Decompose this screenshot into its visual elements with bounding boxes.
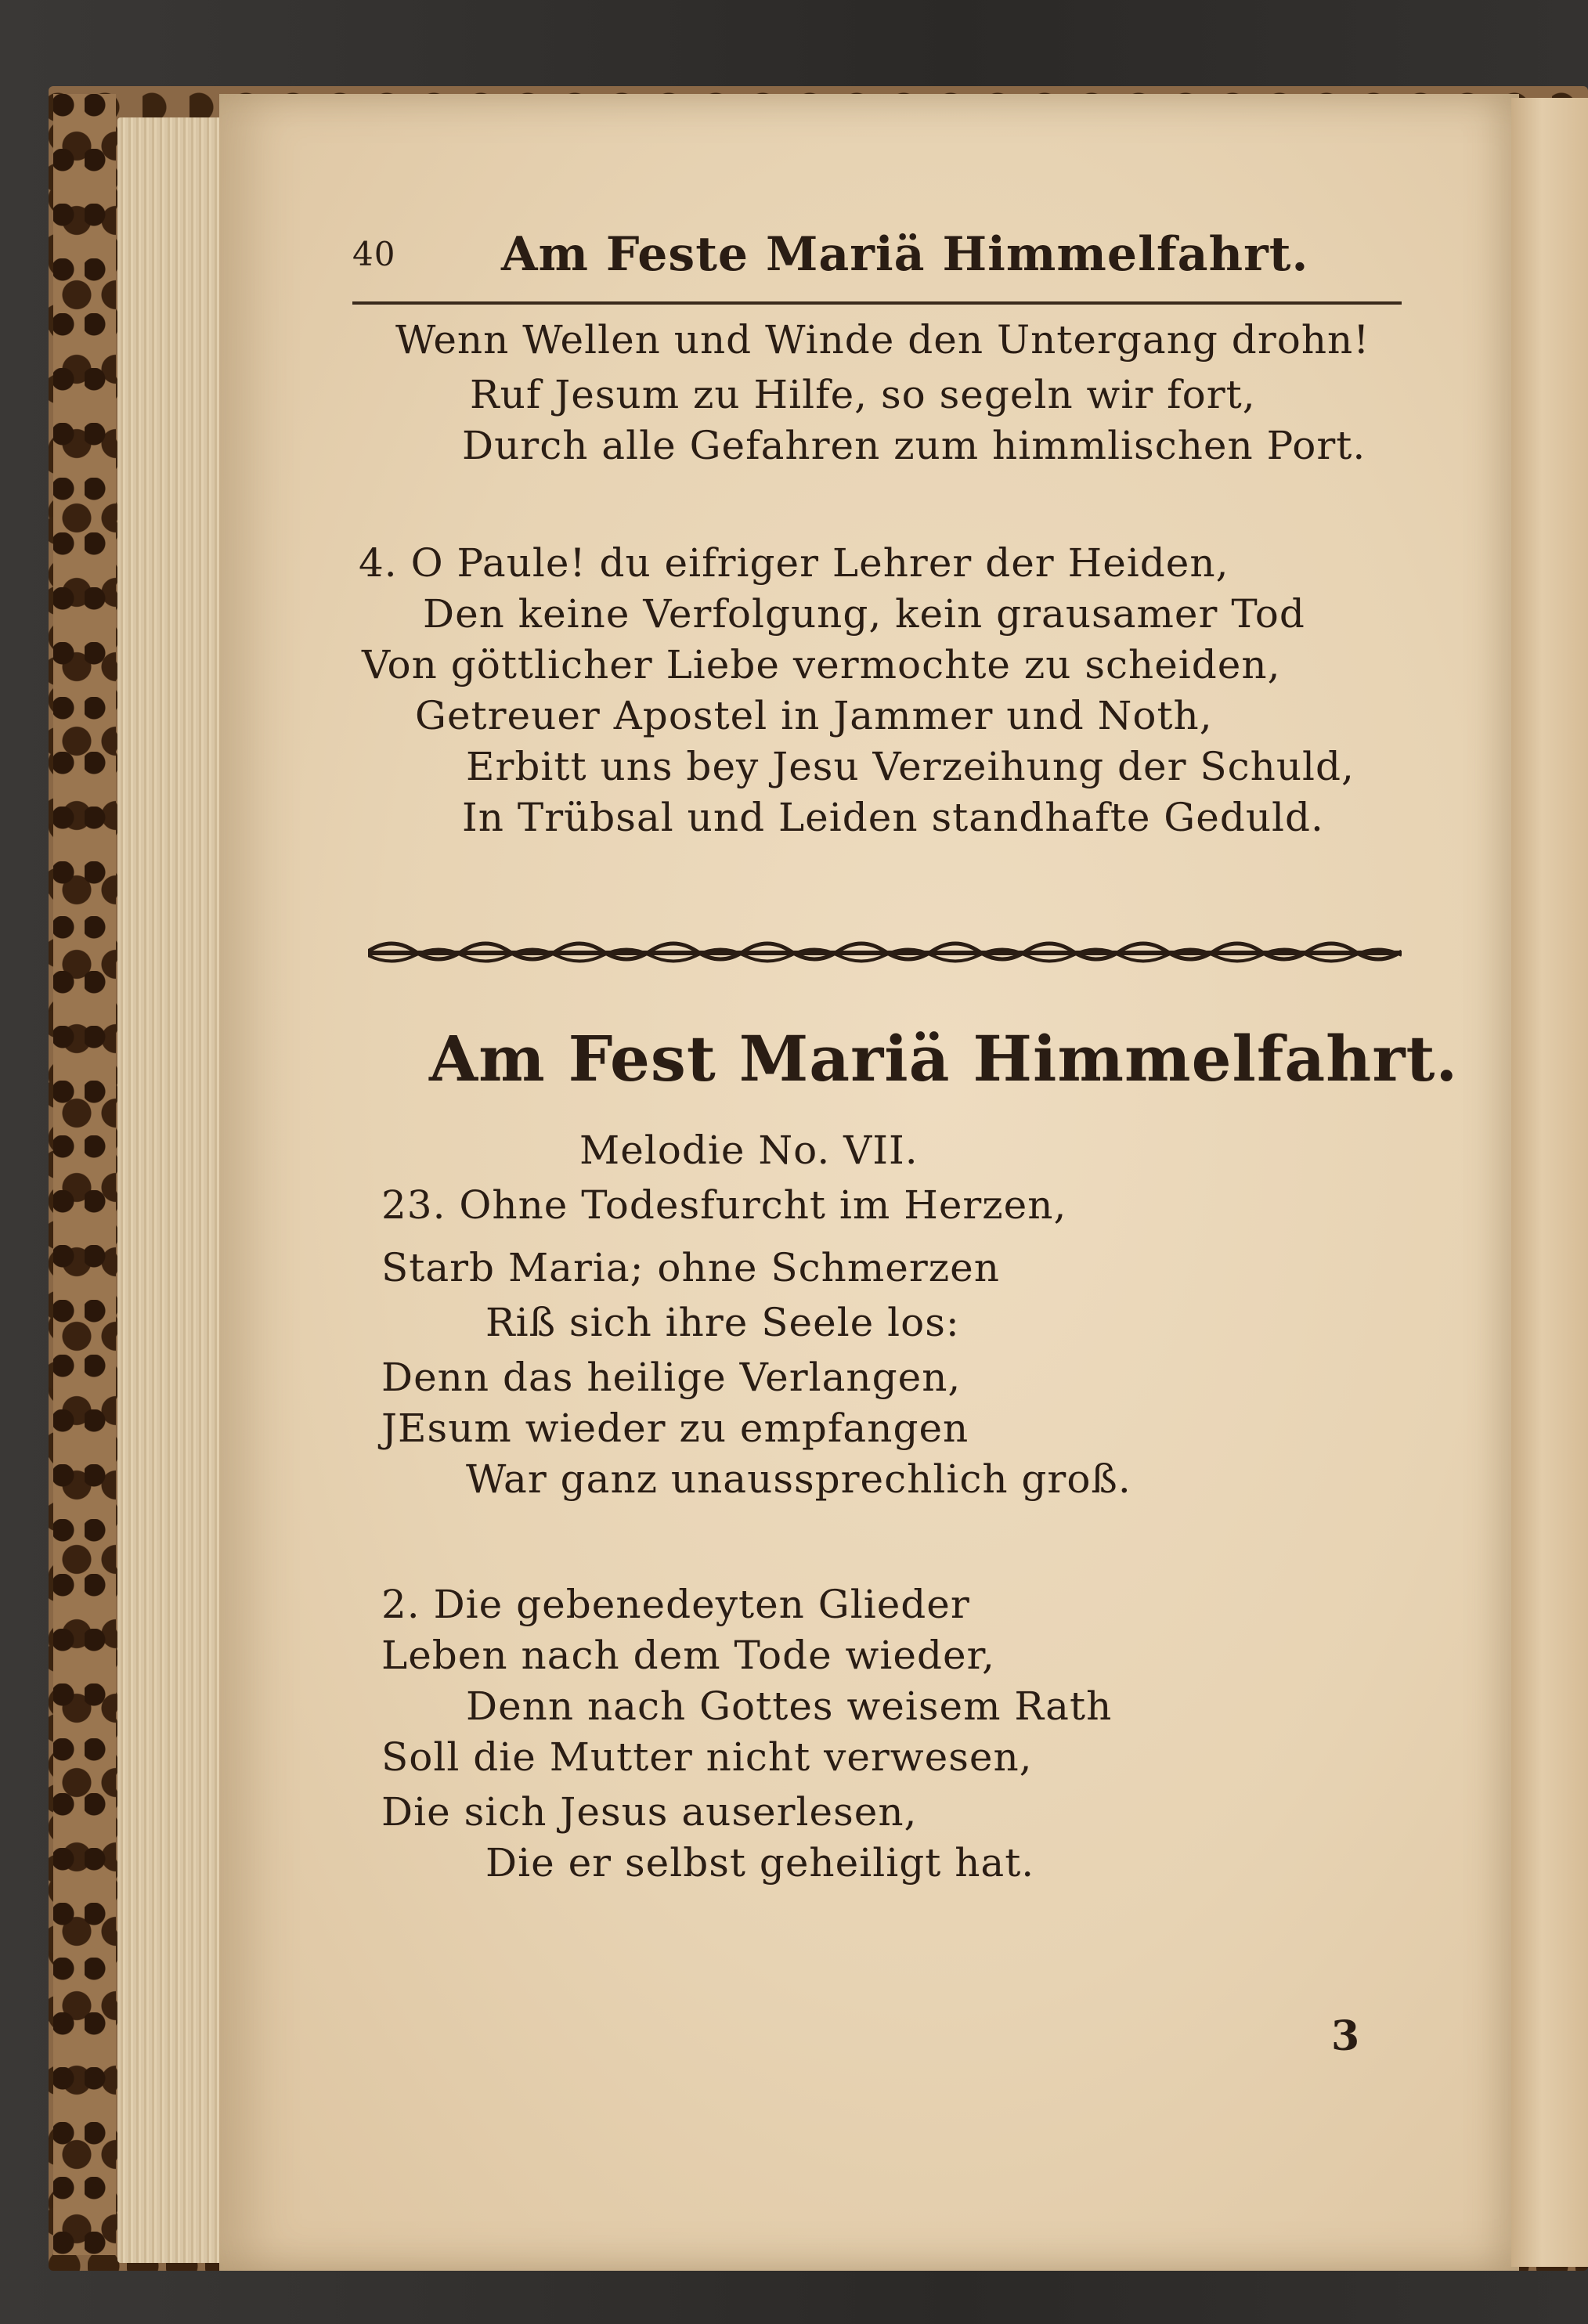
verse-line: 23. Ohne Todesfurcht im Herzen, xyxy=(381,1182,1067,1228)
verse-line: Erbitt uns bey Jesu Verzeihung der Schuld, xyxy=(466,744,1355,789)
verse-line: In Trübsal und Leiden standhafte Geduld. xyxy=(462,795,1324,840)
verse-line: 2. Die gebenedeyten Glieder xyxy=(381,1582,970,1627)
verse-line: Leben nach dem Tode wieder, xyxy=(381,1633,995,1678)
signature-mark: 3 xyxy=(1331,2012,1361,2060)
ornamental-divider xyxy=(368,932,1402,971)
verse-line: Die er selbst geheiligt hat. xyxy=(485,1840,1035,1886)
page-edges xyxy=(117,117,227,2263)
verse-line: Soll die Mutter nicht verwesen, xyxy=(381,1734,1033,1780)
verse-line: 4. O Paule! du eifriger Lehrer der Heiden, xyxy=(359,540,1229,586)
verse-line: Ruf Jesum zu Hilfe, so segeln wir fort, xyxy=(470,372,1256,417)
verse-line: Von göttlicher Liebe vermochte zu scheiden, xyxy=(362,642,1281,687)
verse-line: War ganz unaussprechlich groß. xyxy=(466,1456,1131,1502)
verse-line: Die sich Jesus auserlesen, xyxy=(381,1789,918,1835)
page-number: 40 xyxy=(352,235,396,273)
running-head-title: Am Feste Mariä Himmelfahrt. xyxy=(501,227,1309,282)
verse-line: JEsum wieder zu empfangen xyxy=(381,1406,969,1451)
book-cover-edge xyxy=(53,94,116,2255)
verse-line: Riß sich ihre Seele los: xyxy=(485,1300,960,1345)
header-rule xyxy=(352,301,1402,305)
verse-line: Durch alle Gefahren zum himmlischen Port. xyxy=(462,423,1366,468)
verse-line: Getreuer Apostel in Jammer und Noth, xyxy=(415,693,1213,738)
verse-line: Starb Maria; ohne Schmerzen xyxy=(381,1245,1000,1290)
hymn-title: Am Fest Mariä Himmelfahrt. xyxy=(429,1022,1459,1095)
verse-line: Denn das heilige Verlangen, xyxy=(381,1355,962,1400)
melody-reference: Melodie No. VII. xyxy=(579,1128,919,1173)
verse-line: Den keine Verfolgung, kein grausamer Tod xyxy=(423,591,1305,637)
verse-line: Denn nach Gottes weisem Rath xyxy=(466,1683,1113,1729)
verse-line: Wenn Wellen und Winde den Untergang drohn! xyxy=(395,317,1370,363)
facing-page-edge xyxy=(1511,98,1588,2267)
